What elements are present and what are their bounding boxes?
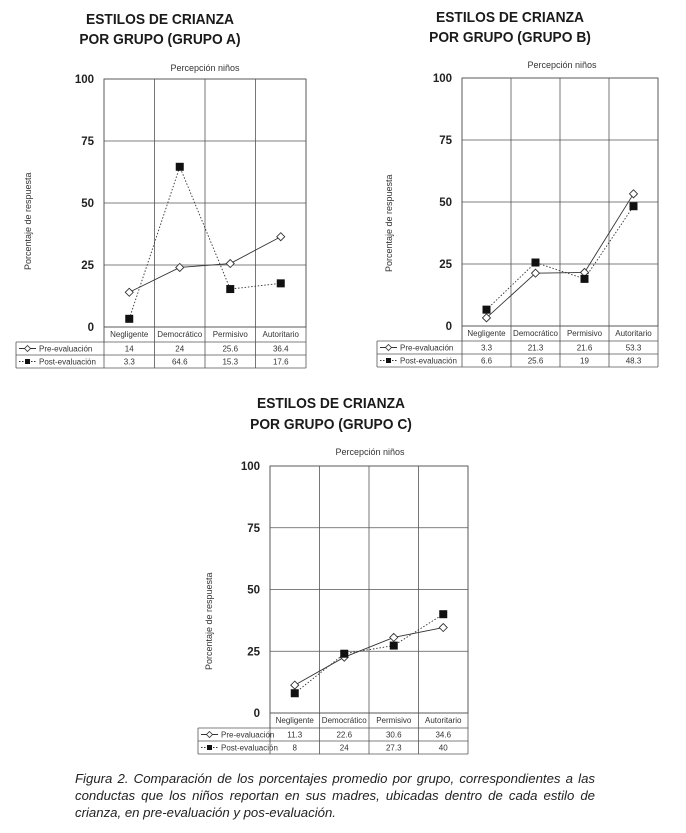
table-value: 40 [438,743,448,753]
table-value: 15.3 [222,357,239,367]
y-tick-label: 25 [439,259,452,271]
y-tick-label: 25 [247,646,260,659]
legend-marker-diamond [207,732,213,738]
chart-title-line2: POR GRUPO (GRUPO A) [79,31,241,48]
y-tick-label: 100 [74,74,94,86]
y-tick-label: 0 [445,321,452,333]
table-value: 24 [175,344,185,354]
table-value: 11.3 [287,730,303,740]
table-value: 19 [580,356,589,366]
y-tick-label: 75 [81,136,94,148]
x-tick-label: Democrático [321,716,367,725]
chart-svg-b [360,0,686,380]
table-value: 21.3 [527,343,544,353]
y-tick-label: 25 [81,260,94,272]
y-axis-label: Porcentaje de respuesta [23,172,33,270]
legend-label: Post-evaluación [39,357,96,367]
legend-marker-diamond [386,345,392,351]
data-point-pre [291,681,299,689]
data-point-post [483,306,491,314]
y-tick-label: 0 [253,708,260,720]
data-point-post [581,275,589,283]
y-axis-label: Porcentaje de respuesta [384,174,394,272]
legend-label: Pre-evaluación [400,343,454,353]
chart-svg-a [0,0,330,380]
chart-title-line2: POR GRUPO (GRUPO C) [250,416,412,433]
table-value: 25.6 [222,344,239,354]
chart-title-line2: POR GRUPO (GRUPO B) [429,29,591,46]
y-tick-label: 100 [432,73,452,85]
table-value: 8 [292,743,297,753]
table-value: 14 [124,344,134,354]
data-point-post [340,650,348,658]
chart-title-line1: ESTILOS DE CRIANZA [86,11,234,28]
legend-label: Pre-evaluación [221,730,275,740]
data-point-post [532,259,540,267]
legend-marker-diamond [25,346,31,352]
data-point-post [439,610,447,618]
y-tick-label: 0 [87,322,94,334]
x-tick-label: Negligente [275,716,314,725]
table-value: 6.6 [480,356,493,366]
data-point-pre [277,233,285,241]
x-tick-label: Autoritario [425,716,462,725]
table-value: 17.6 [272,357,289,367]
data-point-post [277,279,285,287]
x-tick-label: Democrático [157,330,203,339]
data-point-post [226,285,234,293]
x-tick-label: Negligente [110,330,149,339]
chart-svg-c [196,388,486,768]
figure-caption: Figura 2. Comparación de los porcentajes promedio por grupo, correspondientes a las conductas que los niños reportan en sus madres, ubicadas dentro de cada estilo de crianza, en pre-evaluación y pos-evaluación. [75,771,595,820]
chart-panel-grupo-c [196,388,486,768]
legend-marker-square [207,745,212,750]
table-value: 3.3 [480,343,493,353]
legend-label: Post-evaluación [400,356,457,366]
data-point-pre [125,288,133,296]
x-tick-label: Permisivo [212,330,248,339]
table-value: 53.3 [625,343,642,353]
table-value: 27.3 [385,743,402,753]
table-value: 36.4 [272,344,289,354]
data-point-pre [226,260,234,268]
data-point-pre [439,624,447,632]
y-tick-label: 75 [439,135,452,147]
data-point-post [176,163,184,171]
y-tick-label: 50 [81,198,94,210]
table-value: 22.6 [336,730,353,740]
data-point-post [390,642,398,650]
data-point-post [630,202,638,210]
table-value: 30.6 [385,730,402,740]
x-tick-label: Negligente [467,329,506,338]
y-tick-label: 50 [247,584,260,597]
x-tick-label: Permisivo [566,329,603,338]
x-tick-label: Democrático [513,329,558,338]
chart-subtitle: Percepción niños [335,447,405,457]
table-value: 25.6 [527,356,544,366]
legend-label: Post-evaluación [221,743,278,753]
table-value: 64.6 [171,357,188,367]
legend-marker-square [386,358,391,363]
table-value: 3.3 [123,357,135,367]
chart-subtitle: Percepción niños [170,63,240,73]
y-axis-label: Porcentaje de respuesta [204,572,214,670]
y-tick-label: 100 [240,461,260,473]
chart-title-line1: ESTILOS DE CRIANZA [257,395,405,412]
table-value: 24 [339,743,349,753]
data-point-pre [390,633,398,641]
table-value: 21.6 [576,343,593,353]
chart-subtitle: Percepción niños [527,60,597,70]
x-tick-label: Permisivo [376,716,412,725]
data-point-pre [630,190,638,198]
chart-panel-grupo-b [360,0,686,380]
x-tick-label: Autoritario [262,330,299,339]
legend-label: Pre-evaluación [39,344,93,354]
x-tick-label: Autoritario [615,329,652,338]
legend-marker-square [25,359,30,364]
table-value: 34.6 [435,730,452,740]
chart-panel-grupo-a [0,0,330,380]
y-tick-label: 50 [439,197,452,209]
table-value: 48.3 [625,356,642,366]
chart-title-line1: ESTILOS DE CRIANZA [436,9,584,26]
data-point-post [291,689,299,697]
data-point-post [125,315,133,323]
y-tick-label: 75 [247,522,260,535]
